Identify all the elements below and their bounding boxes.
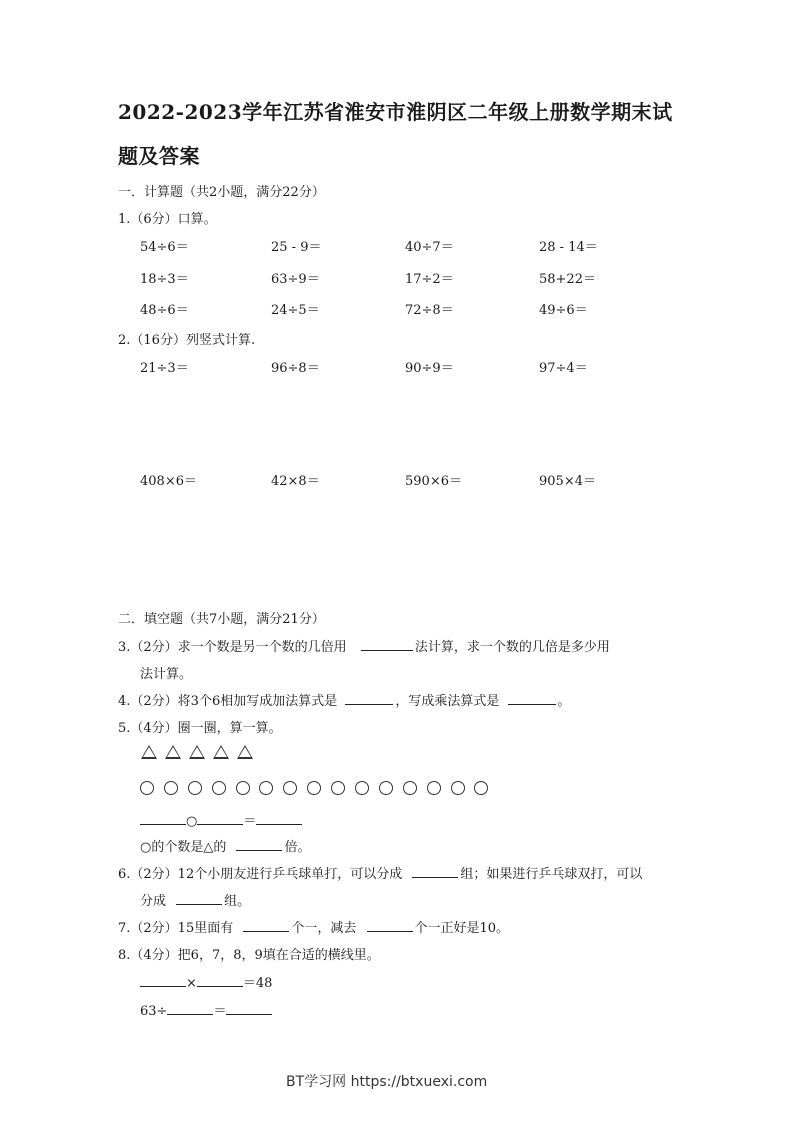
circle-icon <box>355 781 369 795</box>
q2-r2-c2: 42×8＝ <box>271 474 320 489</box>
q8-eq2-start: 63÷ <box>140 1004 168 1019</box>
q3-blank-1[interactable] <box>361 638 413 651</box>
q3-text-a: 3.（2分）求一个数是另一个数的几倍用 <box>118 640 347 655</box>
q8-eq1-result: ＝48 <box>242 976 273 991</box>
circle-icon <box>283 781 297 795</box>
triangle-icon <box>237 745 253 759</box>
q1-r1-c2: 25 - 9＝ <box>271 240 322 255</box>
circle-icon <box>451 781 465 795</box>
q4-text-a: 4.（2分）将3个6相加写成加法算式是 <box>118 694 338 709</box>
q2-r2-c4: 905×4＝ <box>539 474 596 489</box>
triangle-row <box>141 745 261 759</box>
q5-sentence-b: 倍。 <box>284 840 311 855</box>
q2-r1-c3: 90÷9＝ <box>405 361 454 376</box>
circle-icon <box>427 781 441 795</box>
circle-icon <box>474 781 488 795</box>
q3-text-b: 法计算，求一个数的几倍是多少用 <box>414 640 610 655</box>
circle-icon <box>403 781 417 795</box>
q3-line2: 法计算。 <box>140 667 193 682</box>
q5-blank-4[interactable] <box>236 838 282 851</box>
q4-text-c: 。 <box>557 694 571 709</box>
section-1-heading: 一．计算题（共2小题，满分22分） <box>118 185 325 200</box>
q1-r3-c3: 72÷8＝ <box>405 303 454 318</box>
circle-symbol: ○ <box>186 814 198 829</box>
circle-icon <box>379 781 393 795</box>
q5-blank-3[interactable] <box>256 812 302 825</box>
q1-r1-c3: 40÷7＝ <box>405 240 454 255</box>
q6-text-a: 6.（2分）12个小朋友进行乒乓球单打，可以分成 <box>118 867 403 882</box>
triangle-icon <box>213 745 229 759</box>
circle-icon <box>236 781 250 795</box>
q2-label: 2.（16分）列竖式计算. <box>118 333 256 348</box>
circle-icon <box>307 781 321 795</box>
q4-blank-2[interactable] <box>508 692 556 705</box>
q7-line <box>118 917 509 936</box>
q6-blank-1[interactable] <box>412 865 458 878</box>
q5-label: 5.（4分）圈一圈，算一算。 <box>118 721 282 736</box>
q1-r3-c1: 48÷6＝ <box>140 303 189 318</box>
q2-r2-c3: 590×6＝ <box>405 474 462 489</box>
q2-r2-c1: 408×6＝ <box>140 474 197 489</box>
q7-text-c: 个一正好是10。 <box>414 921 510 936</box>
circle-icon <box>188 781 202 795</box>
q1-r2-c4: 58+22＝ <box>539 272 596 287</box>
q6-text-c: 分成 <box>140 894 167 909</box>
circle-icon <box>164 781 178 795</box>
triangle-icon <box>165 745 181 759</box>
q4-blank-1[interactable] <box>345 692 393 705</box>
q2-r1-c2: 96÷8＝ <box>271 361 320 376</box>
q6-text-b: 组；如果进行乒乓球双打，可以 <box>460 867 643 882</box>
q1-r2-c3: 17÷2＝ <box>405 272 454 287</box>
q1-r2-c1: 18÷3＝ <box>140 272 189 287</box>
q4-text-b: ，写成乘法算式是 <box>395 694 500 709</box>
q4-line <box>118 690 571 709</box>
q7-text-a: 7.（2分）15里面有 <box>118 921 234 936</box>
circle-row <box>140 781 498 795</box>
q7-blank-1[interactable] <box>243 919 289 932</box>
q1-r2-c2: 63÷9＝ <box>271 272 320 287</box>
q1-r3-c2: 24÷5＝ <box>271 303 320 318</box>
section-2-heading: 二．填空题（共7小题，满分21分） <box>118 612 325 627</box>
q1-r3-c4: 49÷6＝ <box>539 303 588 318</box>
q6-line1 <box>118 863 642 882</box>
q8-label: 8.（4分）把6，7，8，9填在合适的横线里。 <box>118 948 380 963</box>
q6-text-d: 组。 <box>224 894 251 909</box>
q7-text-b: 个一，减去 <box>291 921 357 936</box>
q1-label: 1.（6分）口算。 <box>118 212 217 227</box>
q1-r1-c1: 54÷6＝ <box>140 240 189 255</box>
q7-blank-2[interactable] <box>367 919 413 932</box>
q5-sentence-a: ○的个数是△的 <box>140 840 227 855</box>
q8-eq2-equals: ＝ <box>213 1004 227 1019</box>
q8-blank-1[interactable] <box>140 974 186 987</box>
circle-icon <box>259 781 273 795</box>
q1-r1-c4: 28 - 14＝ <box>539 240 598 255</box>
q8-equation-1 <box>140 972 272 991</box>
q8-equation-2 <box>140 1000 272 1019</box>
circle-icon <box>212 781 226 795</box>
q5-blank-2[interactable] <box>197 812 243 825</box>
q8-blank-3[interactable] <box>167 1002 213 1015</box>
doc-title-line2: 题及答案 <box>118 144 200 168</box>
times-sign: × <box>186 976 197 991</box>
q8-blank-4[interactable] <box>226 1002 272 1015</box>
q5-equation <box>140 810 302 829</box>
q5-sentence <box>140 836 311 855</box>
q5-blank-1[interactable] <box>140 812 186 825</box>
triangle-icon <box>189 745 205 759</box>
q3-line1 <box>118 636 610 655</box>
circle-icon <box>331 781 345 795</box>
q6-blank-2[interactable] <box>176 892 222 905</box>
q2-r1-c1: 21÷3＝ <box>140 361 189 376</box>
equals-sign: ＝ <box>243 814 257 829</box>
q6-line2 <box>140 890 250 909</box>
footer-watermark: BT学习网 https://btxuexi.com <box>286 1074 488 1090</box>
q8-blank-2[interactable] <box>197 974 243 987</box>
triangle-icon <box>141 745 157 759</box>
circle-icon <box>140 781 154 795</box>
doc-title-line1: 2022-2023学年江苏省淮安市淮阴区二年级上册数学期末试 <box>118 100 673 124</box>
q2-r1-c4: 97÷4＝ <box>539 361 588 376</box>
